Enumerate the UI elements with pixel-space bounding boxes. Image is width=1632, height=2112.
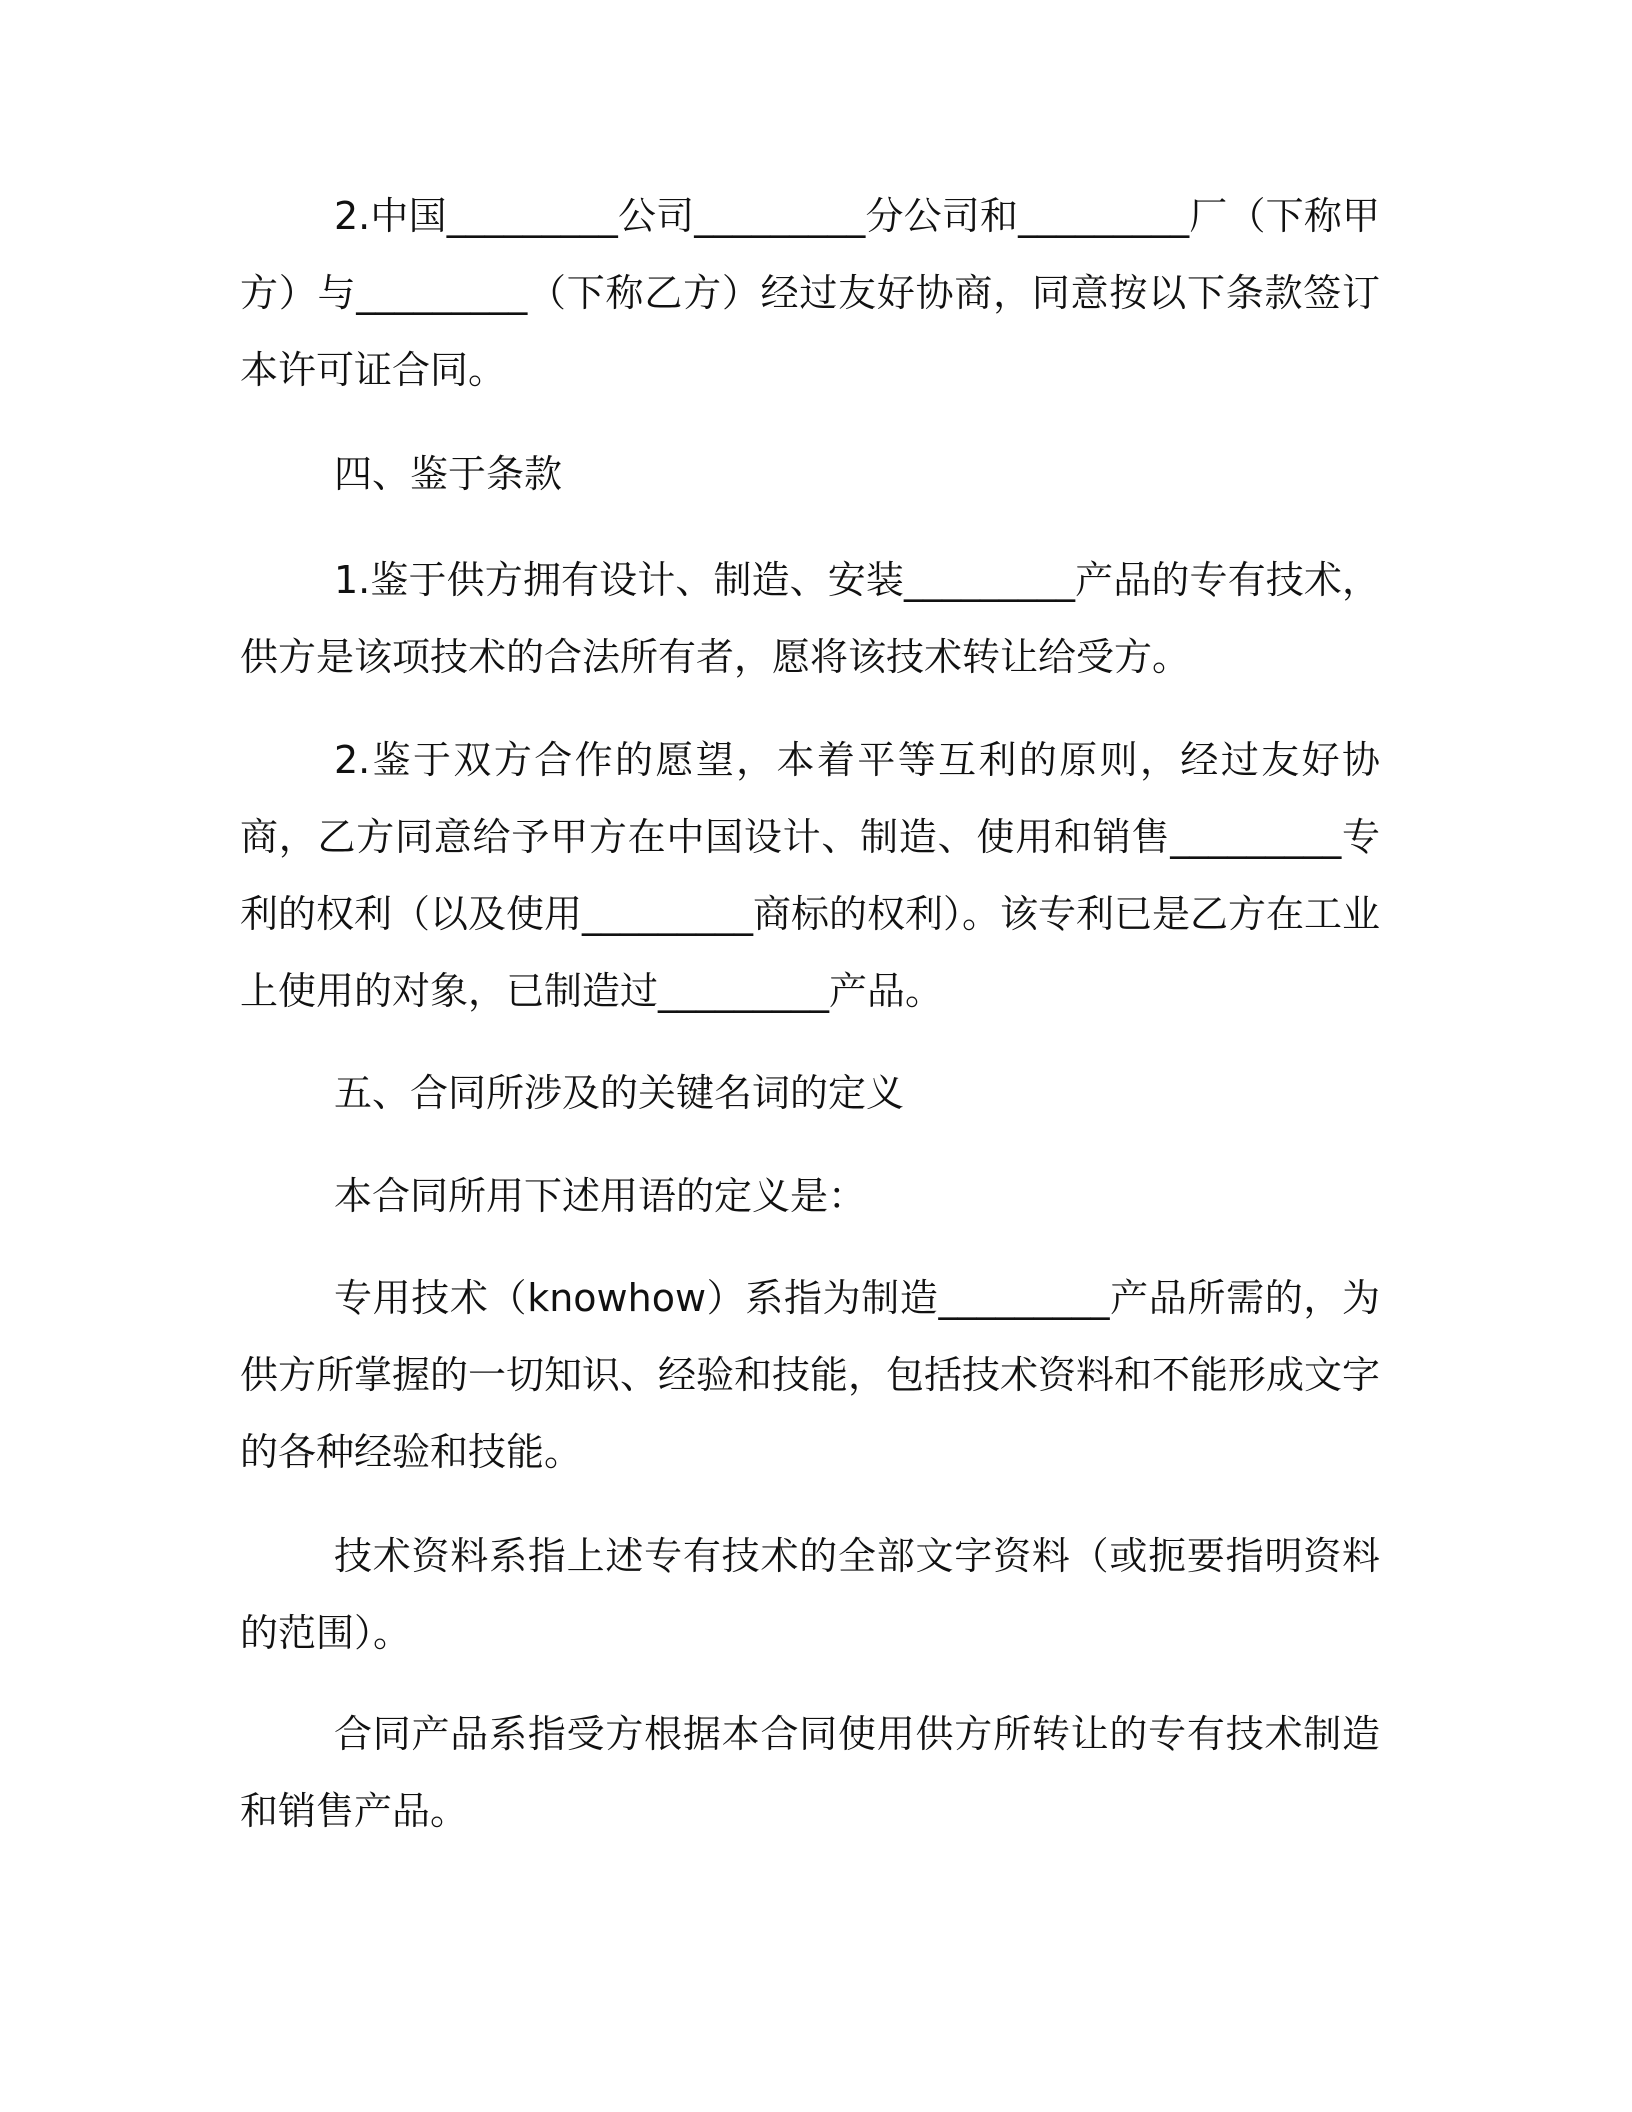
section-heading-recitals: 四、鉴于条款 (334, 452, 563, 496)
paragraph-definition-knowhow: 专用技术（knowhow）系指为制造_________产品所需的，为供方所掌握的一切知识、经验和技能，包括技术资料和不能形成文字的各种经验和技能。 (240, 1276, 1381, 1474)
paragraph-contract-parties: 2.中国_________公司_________分公司和_________厂（下称甲方）与_________（下称乙方）经过友好协商，同意按以下条款签订本许可证合同。 (240, 194, 1380, 392)
paragraph-recital-1: 1.鉴于供方拥有设计、制造、安装_________产品的专有技术，供方是该项技术的合法所有者，愿将该技术转让给受方。 (240, 558, 1380, 679)
paragraph-definitions-intro: 本合同所用下述用语的定义是： (334, 1174, 867, 1218)
paragraph-definition-technical-data: 技术资料系指上述专有技术的全部文字资料（或扼要指明资料的范围）。 (240, 1534, 1380, 1655)
paragraph-recital-2: 2.鉴于双方合作的愿望，本着平等互利的原则，经过友好协商，乙方同意给予甲方在中国设计、制造、使用和销售_________专利的权利（以及使用_________商标的权利）。该专利已是乙方在工业上使用的对象，已制造过_________产品。 (240, 738, 1381, 1013)
paragraph-definition-contract-product: 合同产品系指受方根据本合同使用供方所转让的专有技术制造和销售产品。 (240, 1712, 1380, 1833)
section-heading-definitions: 五、合同所涉及的关键名词的定义 (334, 1071, 905, 1115)
